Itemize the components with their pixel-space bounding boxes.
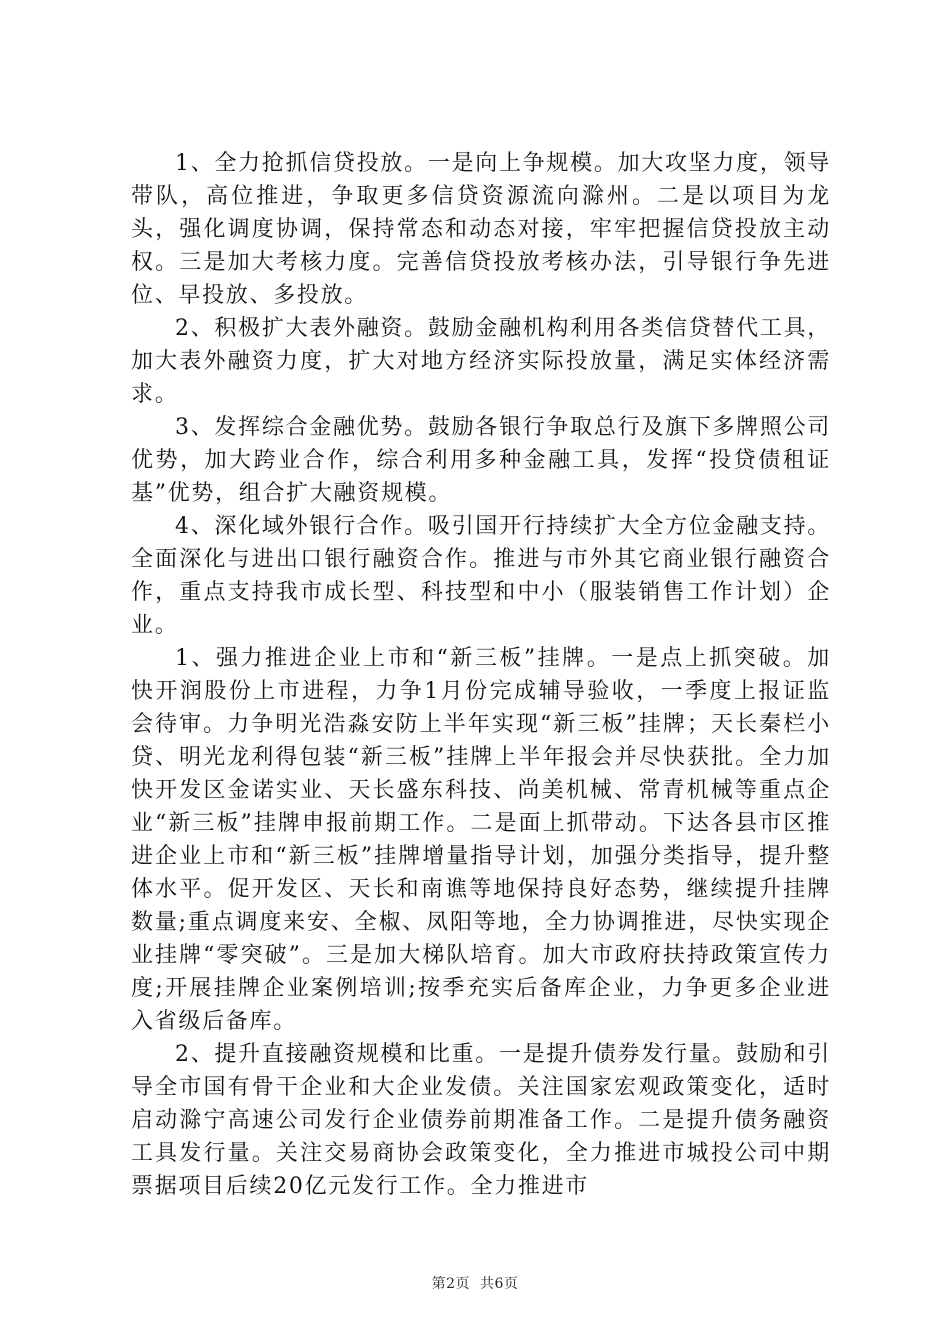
paragraph-credit-issuance: 1、全力抢抓信贷投放。一是向上争规模。加大攻坚力度，领导带队，高位推进，争取更多信贷资源流向滁州。二是以项目为龙头，强化调度协调，保持常态和动态对接，牢牢把握信贷投放主动权。三是加大考核力度。完善信贷投放考核办法，引导银行争先进位、早投放、多投放。 <box>131 151 831 308</box>
page-footer <box>0 1273 950 1293</box>
paragraph-direct-financing: 2、提升直接融资规模和比重。一是提升债券发行量。鼓励和引导全市国有骨干企业和大企业发债。关注国家宏观政策变化，适时启动滁宁高速公司发行企业债券前期准备工作。二是提升债务融资工具发行量。关注交易商协会政策变化，全力推进市城投公司中期票据项目后续20亿元发行工作。全力推进市 <box>131 1042 831 1199</box>
paragraph-off-balance-financing: 2、积极扩大表外融资。鼓励金融机构利用各类信贷替代工具，加大表外融资力度，扩大对地方经济实际投放量，满足实体经济需求。 <box>131 316 831 407</box>
paragraph-integrated-finance: 3、发挥综合金融优势。鼓励各银行争取总行及旗下多牌照公司优势，加大跨业合作，综合利用多种金融工具，发挥“投贷债租证基”优势，组合扩大融资规模。 <box>131 415 831 506</box>
paragraph-listing-new-third-board: 1、强力推进企业上市和“新三板”挂牌。一是点上抓突破。加快开润股份上市进程，力争1月份完成辅导验收，一季度上报证监会待审。力争明光浩淼安防上半年实现“新三板”挂牌；天长秦栏小贷、明光龙利得包装“新三板”挂牌上半年报会并尽快获批。全力加快开发区金诺实业、天长盛东科技、尚美机械、常青机械等重点企业“新三板”挂牌申报前期工作。二是面上抓带动。下达各县市区推进企业上市和“新三板”挂牌增量指导计划，加强分类指导，提升整体水平。促开发区、天长和南谯等地保持良好态势，继续提升挂牌数量;重点调度来安、全椒、凤阳等地，全力协调推进，尽快实现企业挂牌“零突破”。三是加大梯队培育。加大市政府扶持政策宣传力度;开展挂牌企业案例培训;按季充实后备库企业，力争更多企业进入省级后备库。 <box>131 646 831 1034</box>
document-body <box>131 147 831 1203</box>
page-number: 第2页 <box>431 1276 470 1292</box>
page-total: 共6页 <box>480 1276 519 1292</box>
paragraph-external-bank-cooperation: 4、深化域外银行合作。吸引国开行持续扩大全方位金融支持。全面深化与进出口银行融资合作。推进与市外其它商业银行融资合作，重点支持我市成长型、科技型和中小（服装销售工作计划）企业。 <box>131 514 831 638</box>
